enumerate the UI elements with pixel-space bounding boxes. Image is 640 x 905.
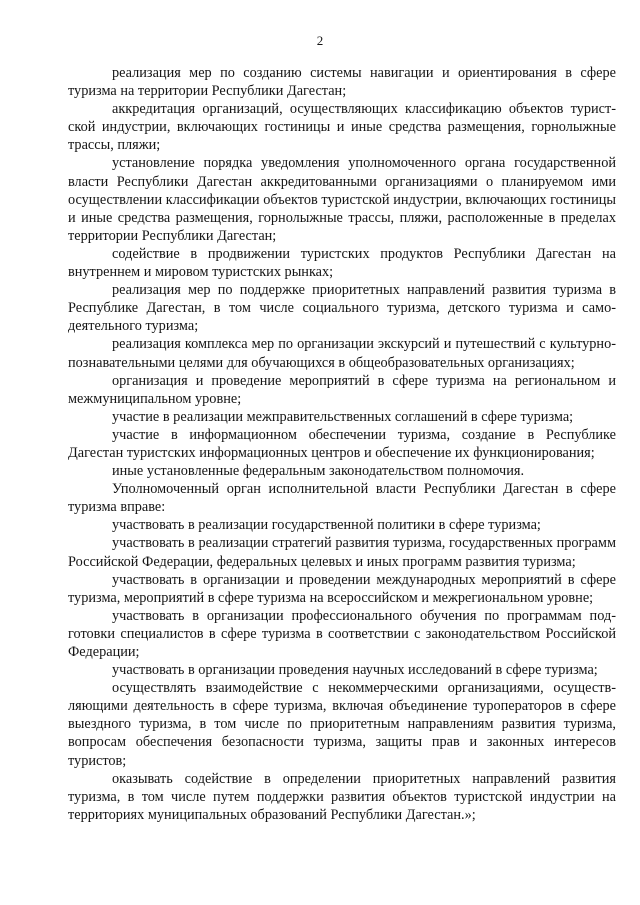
document-body [68,64,616,824]
paragraph-9: участие в информационном обеспечении туризма, создание в Республике Дагестан туристских информационных центров и обеспечение их функционирования; [68,426,616,461]
paragraph-18: оказывать содействие в определении приоритетных направлений развития туризма, в том числе путем поддержки развития объектов туристской индустрии на территориях муниципальных образований Республики Дагестан.»; [68,770,616,823]
paragraph-14: участвовать в организации и проведении международных мероприятий в сфере туризма, мероприятий в сфере туризма на всероссийском и межрегиональном уровне; [68,571,616,606]
page-number: 2 [316,33,324,48]
paragraph-12: участвовать в реализации государственной политики в сфере туризма; [112,517,541,534]
paragraph-3: установление порядка уведомления уполномоченного органа государственной власти Республики Дагестан аккредитованными организациями о планируемом ими осуществлении классификации объектов туристской индустрии, включающих гостиницы и иные средства размещения, горнолыжные трассы, пляжи, расположенные в пределах территории Республики Дагестан; [68,155,616,244]
paragraph-1: реализация мер по созданию системы навигации и ориентирования в сфере туризма на территории Республики Дагестан; [68,65,616,100]
paragraph-4: содействие в продвижении туристских продуктов Республики Дагестан на внутреннем и мировом туристских рынках; [68,245,616,281]
paragraph-7: организация и проведение мероприятий в сфере туризма на региональном и межмуниципальном уровне; [68,372,616,407]
paragraph-2: аккредитация организаций, осуществляющих классификацию объектов туристской индустрии, включающих гостиницы и иные средства размещения, горнолыжные трассы, пляжи; [68,101,616,154]
paragraph-10: иные установленные федеральным законодательством полномочия. [112,463,525,480]
paragraph-6: реализация комплекса мер по организации экскурсий и путешествий с культурно-познавательными целями для обучающихся в общеобразовательных организациях; [68,336,616,371]
paragraph-8: участие в реализации межправительственных соглашений в сфере туризма; [112,408,574,425]
paragraph-5: реализация мер по поддержке приоритетных направлений развития туризма в Республике Дагестан, в том числе социального туризма, детского туризма и самодеятельного туризма; [68,282,616,335]
paragraph-15: участвовать в организации профессионального обучения по программам подготовки специалистов в сфере туризма в соответствии с законодательством Российской Федерации; [68,607,616,660]
paragraph-13: участвовать в реализации стратегий развития туризма, государственных программ Российской Федерации, федеральных целевых и иных программ развития туризма; [68,535,616,570]
paragraph-17: осуществлять взаимодействие с некоммерческими организациями, осуществляющими деятельность в сфере туризма, включая объединение туроператоров в сфере выездного туризма, в том числе по приоритетным направлениям развития туризма, вопросам обеспечения безопасности туризма, защиты прав и законных интересов туристов; [68,680,616,769]
paragraph-16: участвовать в организации проведения научных исследований в сфере туризма; [112,662,598,679]
paragraph-11: Уполномоченный орган исполнительной власти Республики Дагестан в сфере туризма вправе: [68,481,616,516]
